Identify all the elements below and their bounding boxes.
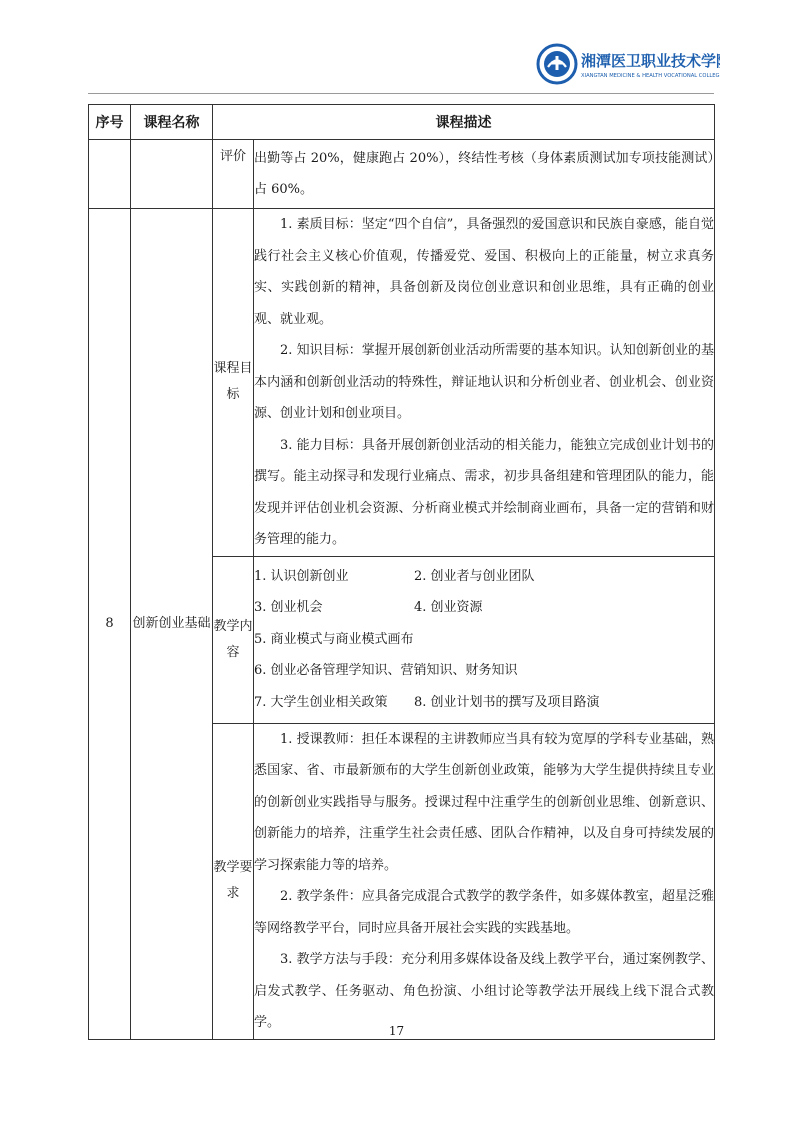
page-number: 17	[388, 1024, 405, 1038]
requirement-conditions: 2. 教学条件：应具备完成混合式教学的教学条件，如多媒体教室，超星泛雅等网络教学平台，同时应具备开展社会实践的实践基地。	[254, 889, 714, 936]
requirement-methods: 3. 教学方法与手段：充分利用多媒体设备及线上教学平台，通过案例教学、启发式教学、任务驱动、角色扮演、小组讨论等教学法开展线上线下混合式教学。	[254, 952, 714, 1030]
college-logo	[535, 42, 720, 86]
header-index: 序号	[89, 105, 131, 140]
content-row	[254, 561, 714, 593]
goal-ability: 3. 能力目标：具备开展创新创业活动的相关能力，能独立完成创业计划书的撰写。能主动探寻和发现行业痛点、需求，初步具备组建和管理团队的能力，能发现并评估创业机会资源、分析商业模式并绘制商业画布，具备一定的营销和财务管理的能力。	[254, 437, 714, 547]
content-row	[254, 592, 714, 624]
header-divider	[88, 93, 714, 94]
content-label: 教学内容	[213, 556, 254, 723]
course-table	[88, 104, 715, 1040]
course-name: 创新创业基础	[131, 209, 213, 1040]
header-course-name: 课程名称	[131, 105, 213, 140]
logo-chinese-name: 湘潭医卫职业技术学院	[581, 52, 720, 70]
requirements-label: 教学要求	[213, 723, 254, 1039]
requirement-teacher: 1. 授课教师：担任本课程的主讲教师应当具有较为宽厚的学科专业基础，熟悉国家、省、市最新颁布的大学生创新创业政策，能够为大学生提供持续且专业的创新创业实践指导与服务。授课过程中注重学生的创新创业思维、创新意识、创新能力的培养，注重学生社会责任感、团队合作精神，以及自身可持续发展的学习探索能力等的培养。	[254, 731, 714, 873]
evaluation-text-cell	[254, 140, 715, 209]
goals-cell	[254, 209, 715, 557]
table-header-row	[89, 105, 715, 140]
course-goals-row	[89, 209, 715, 557]
goals-label: 课程目标	[213, 209, 254, 557]
logo-english-name: XIANGTAN MEDICINE & HEALTH VOCATIONAL COLLEGE	[581, 73, 720, 79]
college-emblem-icon	[535, 42, 720, 86]
content-item: 1. 认识创新创业	[254, 568, 349, 584]
goal-knowledge: 2. 知识目标：掌握开展创新创业活动所需要的基本知识。认知创新创业的基本内涵和创新创业活动的特殊性，辩证地认识和分析创业者、创业机会、创业资源、创业计划和创业项目。	[254, 343, 714, 421]
evaluation-text: 出勤等占 20%，健康跑占 20%），终结性考核（身体素质测试加专项技能测试）占 60%。	[254, 150, 714, 197]
content-row	[254, 655, 714, 687]
content-item: 8. 创业计划书的撰写及项目路演	[414, 694, 600, 710]
evaluation-label: 评价	[213, 140, 254, 209]
course-index: 8	[89, 209, 131, 1040]
content-row	[254, 687, 714, 719]
continued-row	[89, 140, 715, 209]
requirements-cell	[254, 723, 715, 1039]
content-item: 2. 创业者与创业团队	[414, 568, 535, 584]
content-cell	[254, 556, 715, 723]
content-row	[254, 624, 714, 656]
content-item: 6. 创业必备管理学知识、营销知识、财务知识	[254, 663, 518, 679]
content-item: 7. 大学生创业相关政策	[254, 694, 388, 710]
content-item: 3. 创业机会	[254, 600, 323, 616]
header-course-desc: 课程描述	[213, 105, 715, 140]
content-item: 4. 创业资源	[414, 600, 483, 616]
goal-quality: 1. 素质目标：坚定“四个自信”，具备强烈的爱国意识和民族自豪感，能自觉践行社会主义核心价值观，传播爱党、爱国、积极向上的正能量，树立求真务实、实践创新的精神，具备创新及岗位创业意识和创业思维，具有正确的创业观、就业观。	[254, 217, 714, 327]
continued-index-cell	[89, 140, 131, 209]
content-item: 5. 商业模式与商业模式画布	[254, 631, 414, 647]
continued-name-cell	[131, 140, 213, 209]
